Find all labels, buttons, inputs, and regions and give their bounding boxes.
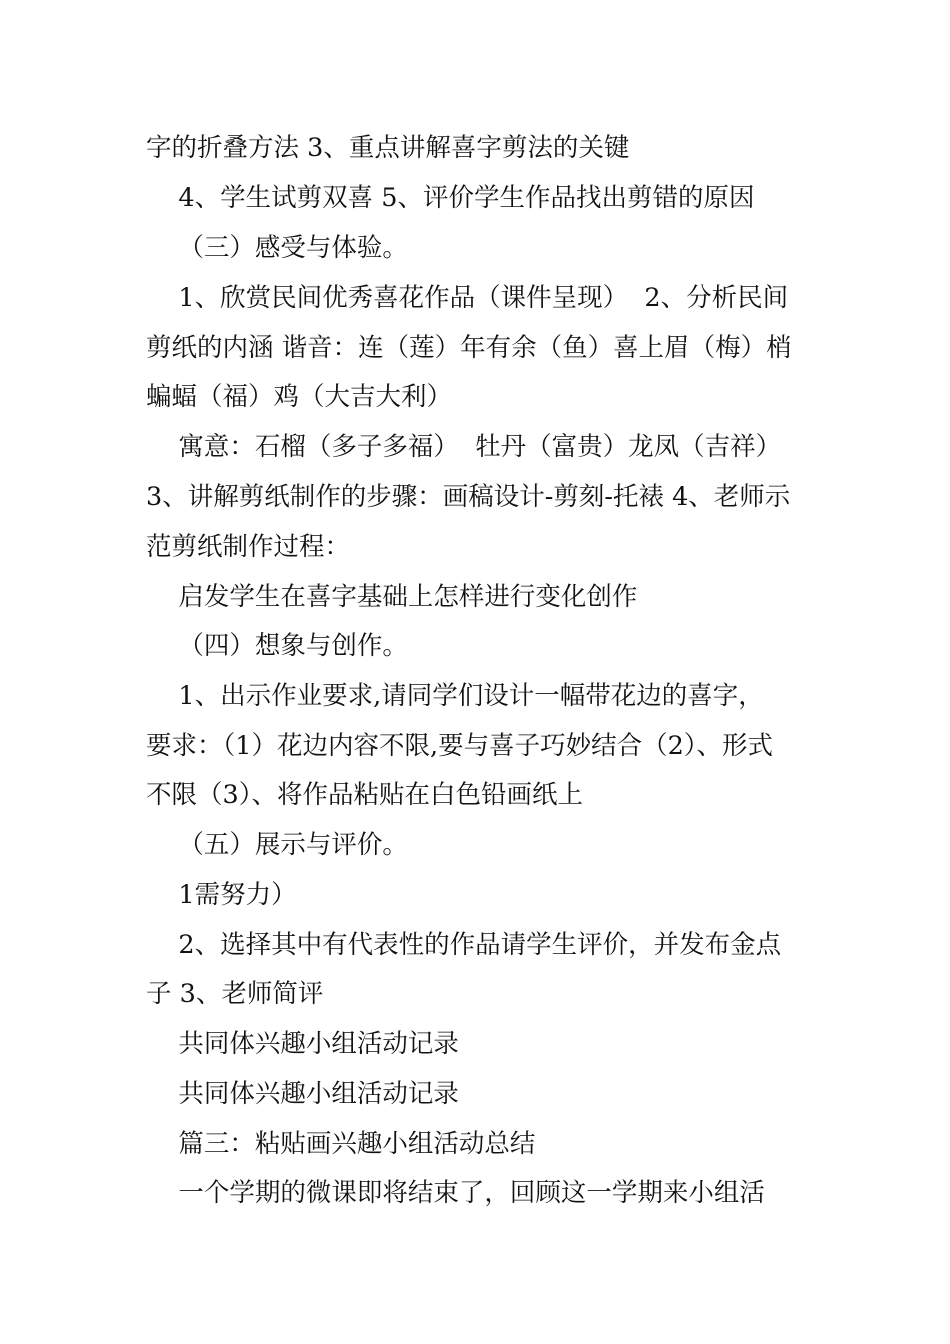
text-line: 启发学生在喜字基础上怎样进行变化创作 [146, 582, 638, 612]
text-line: 字的折叠方法 3、重点讲解喜字剪法的关键 [146, 133, 630, 163]
text-line: （五）展示与评价。 [146, 830, 408, 860]
text-line: 共同体兴趣小组活动记录 [146, 1029, 459, 1059]
text-line: 要求：（1）花边内容不限,要与喜子巧妙结合（2）、形式 [146, 731, 774, 761]
text-line: 寓意：石榴（多子多福） 牡丹（富贵）龙凤（吉祥） [146, 432, 782, 462]
text-line: 1、出示作业要求,请同学们设计一幅带花边的喜字， [146, 681, 764, 711]
text-line: 不限（3）、将作品粘贴在白色铅画纸上 [146, 780, 583, 810]
text-line: 2、选择其中有代表性的作品请学生评价，并发布金点 [146, 930, 782, 960]
text-line: （三）感受与体验。 [146, 233, 408, 263]
text-line: 蝙蝠（福）鸡（大吉大利） [146, 382, 453, 412]
text-line: 剪纸的内涵 谐音：连（莲）年有余（鱼）喜上眉（梅）梢 [146, 333, 792, 363]
text-line: 篇三：粘贴画兴趣小组活动总结 [146, 1129, 536, 1159]
text-line: 子 3、老师简评 [146, 979, 324, 1009]
text-line: 一个学期的微课即将结束了，回顾这一学期来小组活 [146, 1178, 765, 1208]
text-line: 共同体兴趣小组活动记录 [146, 1079, 459, 1109]
text-line: 4、学生试剪双喜 5、评价学生作品找出剪错的原因 [146, 183, 755, 213]
text-line: （四）想象与创作。 [146, 631, 408, 661]
text-line: 范剪纸制作过程： [146, 532, 351, 562]
text-line: 1需努力） [146, 880, 297, 910]
text-line: 1、欣赏民间优秀喜花作品（课件呈现） 2、分析民间 [146, 283, 789, 313]
text-line: 3、讲解剪纸制作的步骤：画稿设计-剪刻-托裱 4、老师示 [146, 482, 791, 512]
